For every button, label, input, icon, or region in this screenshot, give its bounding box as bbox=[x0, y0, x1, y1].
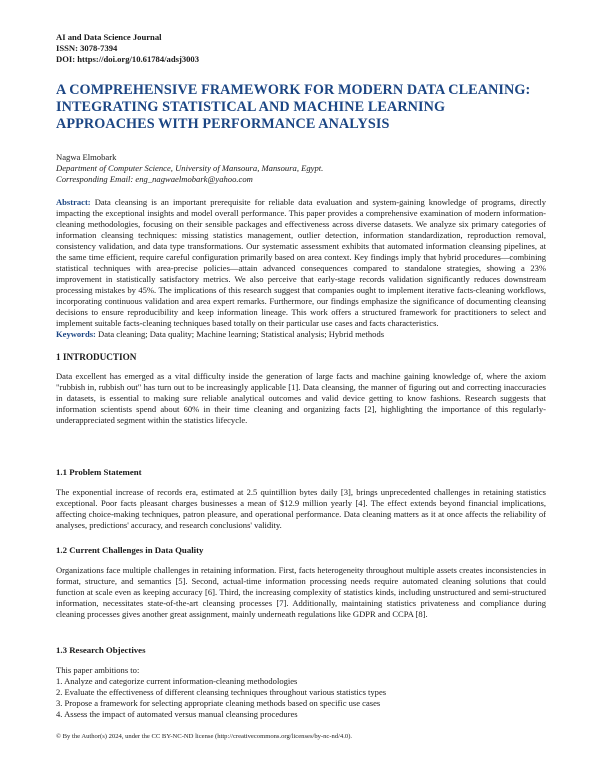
abstract bbox=[56, 197, 546, 340]
section-heading: 1 INTRODUCTION bbox=[56, 352, 137, 362]
author-affiliation: Department of Computer Science, University of Mansoura, Mansoura, Egypt. bbox=[56, 163, 324, 173]
section-introduction bbox=[56, 352, 546, 426]
section-problem-statement bbox=[56, 467, 546, 531]
list-item: 4. Assess the impact of automated versus manual cleansing procedures bbox=[56, 709, 298, 719]
section-text: The exponential increase of records era, estimated at 2.5 quintillion bytes daily [3], brings unprecedented challenges in retaining statistics exceptional. Poor facts pleasant charges businesses a mean of $12.9 million yearly [4]. The effect extends beyond financial implications, affecting choice-making techniques, patron pleasure, and operational performance. Data cleaning matters as it at once affects the reliability of analyses, predictions' accuracy, and research conclusions' validity. bbox=[56, 487, 546, 530]
author-block bbox=[56, 152, 323, 185]
abstract-label: Abstract: bbox=[56, 197, 91, 207]
list-item: 2. Evaluate the effectiveness of different cleansing techniques throughout various statistics types bbox=[56, 687, 387, 697]
list-item: 3. Propose a framework for selecting appropriate cleaning methods based on specific use cases bbox=[56, 698, 381, 708]
abstract-text: Data cleansing is an important prerequisite for reliable data evaluation and system-gaining knowledge of programs, directly impacting the exceptional insights and model overall performance. This paper provides a comprehensive examination of modern information-cleaning methodologies, focusing on their sensible packages and effectiveness across diverse datasets. We analyze six primary categories of information cleansing techniques: missing statistics management, outlier detection, information standardization, reproduction removal, consistency validation, and data type transformations. Our systematic assessment exhibits that automated information cleansing pipelines, at the same time efficient, require careful configuration primarily based on area context. Key findings imply that hybrid procedures—combining statistical techniques with area-precise policies—attain advanced consequences compared to standalone strategies, showing a 23% improvement in statistically satisfactory metrics. We also perceive that early-stage records validation significantly reduces downstream processing mistakes by 45%. The implications of this research suggest that companies ought to implement iterative facts-cleaning workflows, incorporating continuous validation and area expert remarks. Furthermore, our findings emphasize the significance of documenting cleansing decisions to ensure reproducibility and keep information lineage. This work offers a structured framework for practitioners to select and implement suitable facts-cleaning techniques based totally on their particular use cases and facts characteristics. bbox=[56, 197, 546, 328]
journal-header bbox=[56, 32, 199, 65]
keywords-label: Keywords: bbox=[56, 329, 96, 339]
section-text: Organizations face multiple challenges in retaining information. First, facts heterogeneity throughout multiple assets creates inconsistencies in format, structure, and semantics [5]. Second, actual-time information processing needs require automated cleaning solutions that could function at scale even as keeping accuracy [6]. Third, the increasing complexity of statistics kinds, including unstructured and semi-structured information, necessitates state-of-the-art cleansing processes [7]. Additionally, maintaining statistics privateness and compliance during cleaning processes gives another great assignment, mainly underneath regulations like GDPR and CCPA [8]. bbox=[56, 565, 546, 619]
section-research-objectives bbox=[56, 645, 546, 720]
author-email[interactable]: Corresponding Email: eng_nagwaelmobark@yahoo.com bbox=[56, 174, 253, 184]
list-item: 1. Analyze and categorize current information-cleaning methodologies bbox=[56, 676, 298, 686]
objectives-intro: This paper ambitions to: bbox=[56, 665, 140, 675]
keywords-text: Data cleaning; Data quality; Machine learning; Statistical analysis; Hybrid methods bbox=[98, 329, 385, 339]
journal-issn: ISSN: 3078-7394 bbox=[56, 43, 118, 53]
paper-title: A COMPREHENSIVE FRAMEWORK FOR MODERN DATA CLEANING: INTEGRATING STATISTICAL AND MACHINE LEARNING APPROACHES WITH PERFORMANCE ANALYSIS bbox=[56, 82, 531, 132]
section-heading: 1.2 Current Challenges in Data Quality bbox=[56, 545, 204, 555]
section-text: Data excellent has emerged as a vital difficulty inside the generation of large facts and machine gaining knowledge of, where the axiom "rubbish in, rubbish out" has turn out to be increasingly applicable [1]. Data cleansing, the manner of figuring out and correcting inaccuracies in datasets, is essential to making sure reliable analytical outcomes and valid device getting to know fashions. Research suggests that information scientists spend about 60% in their time cleaning and organizing facts [2], highlighting the importance of this regularly-underappreciated segment within the statistics lifecycle. bbox=[56, 371, 546, 425]
objectives-list bbox=[56, 676, 546, 720]
journal-name: AI and Data Science Journal bbox=[56, 32, 162, 42]
section-heading: 1.3 Research Objectives bbox=[56, 645, 146, 655]
author-name: Nagwa Elmobark bbox=[56, 152, 117, 162]
section-heading: 1.1 Problem Statement bbox=[56, 467, 142, 477]
journal-doi[interactable]: DOI: https://doi.org/10.61784/adsj3003 bbox=[56, 54, 200, 64]
section-current-challenges bbox=[56, 545, 546, 620]
license-footer: © By the Author(s) 2024, under the CC BY-NC-ND license (http://creativecommons.org/licenses/by-nc-nd/4.0). bbox=[56, 733, 353, 740]
